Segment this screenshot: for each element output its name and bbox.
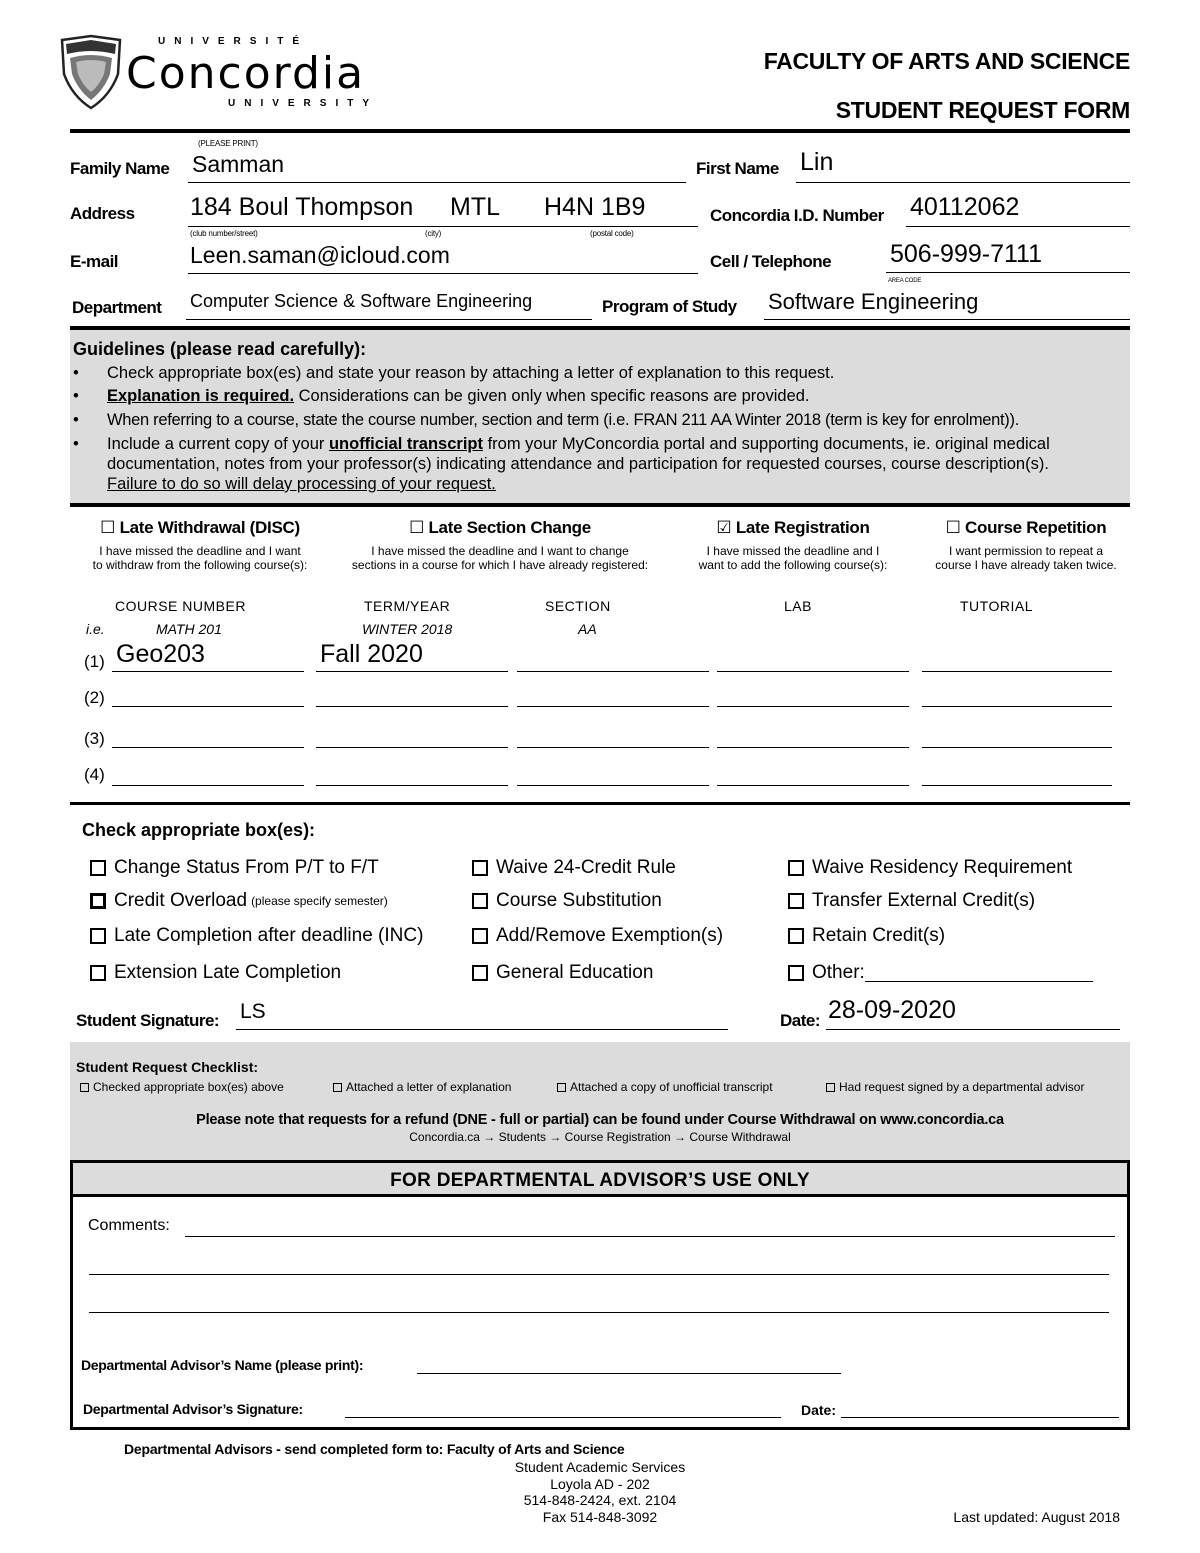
guideline-text-4b: from your MyConcordia portal and supporting documents, ie. original medical (482, 435, 1050, 453)
guideline-text-4-line3: Failure to do so will delay processing of your request. (107, 475, 496, 493)
course-row-3-term-line[interactable] (316, 747, 508, 748)
guidelines-title: Guidelines (please read carefully): (73, 339, 367, 359)
course-row-2-tutorial-line[interactable] (922, 706, 1112, 707)
option-credit-overload[interactable] (90, 890, 388, 912)
general-education-checkbox[interactable] (472, 965, 488, 981)
guideline-text-1: Check appropriate box(es) and state your reason by attaching a letter of explanation to this request. (107, 364, 835, 382)
address-postal-value: H4N 1B9 (544, 193, 646, 221)
late-withdrawal-checkbox[interactable]: ☐ (100, 518, 116, 537)
course-repetition-desc-1: I want permission to repeat a (948, 544, 1104, 558)
option-course-substitution[interactable] (472, 890, 662, 912)
footer-send-line: Departmental Advisors - send completed form to: Faculty of Arts and Science (124, 1441, 625, 1457)
example-course: MATH 201 (156, 621, 222, 637)
signature-date-label: Date: (780, 1011, 821, 1030)
address-city-value: MTL (450, 193, 500, 221)
address-hint-postal: (postal code) (590, 229, 634, 238)
other-field[interactable] (865, 964, 1093, 982)
last-updated: Last updated: August 2018 (953, 1509, 1120, 1525)
courses-bottom-rule (70, 802, 1130, 805)
request-type-late-withdrawal[interactable] (70, 518, 330, 572)
extension-late-completion-checkbox[interactable] (90, 965, 106, 981)
phone-label: Cell / Telephone (710, 252, 832, 271)
checklist-item-4-checkbox[interactable] (826, 1083, 835, 1092)
waive-24-credit-checkbox[interactable] (472, 860, 488, 876)
shield-logo-icon (60, 34, 122, 110)
id-number-label: Concordia I.D. Number (710, 206, 884, 225)
course-row-1-course-value: Geo203 (116, 640, 205, 668)
phone-field[interactable] (886, 240, 1130, 273)
add-remove-exemption-checkbox[interactable] (472, 928, 488, 944)
late-registration-desc-2: want to add the following course(s): (698, 558, 888, 572)
course-row-2-term-line[interactable] (316, 706, 508, 707)
checklist-item-3-checkbox[interactable] (557, 1083, 566, 1092)
late-registration-desc-1: I have missed the deadline and I (706, 544, 880, 558)
option-retain-credit[interactable] (788, 925, 945, 947)
course-row-2-number: (2) (84, 688, 105, 707)
footer-line-2: Student Academic Services (514, 1459, 686, 1475)
change-status-label: Change Status From P/T to F/T (114, 857, 379, 878)
refund-note: Please note that requests for a refund (DNE - full or partial) can be found under Course Withdrawal on www.concordia.ca (196, 1112, 1004, 1128)
checklist-title: Student Request Checklist: (76, 1059, 259, 1075)
address-field[interactable] (188, 193, 698, 227)
phone-value: 506-999-7111 (890, 240, 1042, 268)
guideline-text-4a: Include a current copy of your (107, 435, 329, 453)
late-registration-label: Late Registration (735, 518, 870, 537)
university-logo (60, 34, 380, 114)
option-extension-late-completion[interactable] (90, 962, 341, 984)
checklist-box (70, 1042, 1130, 1160)
family-name-field[interactable] (188, 151, 686, 183)
course-row-2-lab-line[interactable] (717, 706, 909, 707)
first-name-value: Lin (800, 148, 834, 176)
option-general-education[interactable] (472, 962, 653, 984)
course-row-4-section-line[interactable] (517, 785, 709, 786)
other-checkbox[interactable] (788, 965, 804, 981)
comments-line-1[interactable] (185, 1236, 1115, 1237)
department-value: Computer Science & Software Engineering (190, 291, 533, 311)
guideline-text-4-bold: unofficial transcript (328, 435, 483, 453)
student-signature-label: Student Signature: (76, 1011, 220, 1030)
course-row-3-tutorial-line[interactable] (922, 747, 1112, 748)
checklist-item-1-checkbox[interactable] (80, 1083, 89, 1092)
late-section-change-label: Late Section Change (428, 518, 591, 537)
example-term: WINTER 2018 (362, 621, 453, 637)
late-completion-label: Late Completion after deadline (INC) (114, 925, 424, 946)
id-number-value: 40112062 (910, 193, 1020, 221)
waive-residency-label: Waive Residency Requirement (812, 857, 1073, 878)
guidelines-bottom-rule (70, 503, 1130, 507)
program-value: Software Engineering (768, 289, 979, 314)
course-repetition-desc-2: course I have already taken twice. (935, 558, 1117, 572)
faculty-title: FACULTY OF ARTS AND SCIENCE (763, 48, 1130, 74)
course-row-4-tutorial-line[interactable] (922, 785, 1112, 786)
phone-hint: AREA CODE (888, 278, 922, 284)
first-name-field[interactable] (796, 148, 1130, 183)
advisor-box (70, 1160, 1130, 1430)
col-header-tutorial: TUTORIAL (960, 598, 1033, 614)
course-row-2-course-line[interactable] (112, 706, 304, 707)
course-row-1-course-line[interactable] (112, 671, 304, 672)
student-signature-value: LS (240, 1000, 266, 1023)
course-row-1-section-line[interactable] (517, 671, 709, 672)
checklist-item-1-label: Checked appropriate box(es) above (93, 1080, 284, 1094)
please-print-hint: (PLEASE PRINT) (198, 139, 258, 148)
option-other[interactable] (788, 962, 1093, 984)
logo-main-text: Concordia (126, 48, 366, 99)
student-signature-field[interactable] (236, 1000, 728, 1030)
logo-top-text: UNIVERSITÉ (158, 36, 309, 47)
checklist-item-4-label: Had request signed by a departmental advisor (839, 1080, 1085, 1094)
credit-overload-hint: (please specify semester) (251, 894, 388, 908)
checkboxes-title: Check appropriate box(es): (82, 820, 316, 840)
option-waive-residency[interactable] (788, 857, 1072, 879)
add-remove-exemption-label: Add/Remove Exemption(s) (496, 925, 724, 946)
address-hint-street: (club number/street) (190, 229, 258, 238)
course-row-1-tutorial-line[interactable] (922, 671, 1112, 672)
option-transfer-external-credit[interactable] (788, 890, 1035, 912)
footer-line-4: 514-848-2424, ext. 2104 (523, 1492, 677, 1508)
checklist-item-2[interactable] (333, 1080, 511, 1094)
example-label: i.e. (86, 621, 105, 637)
credit-overload-checkbox[interactable] (90, 893, 106, 909)
family-name-label: Family Name (70, 159, 170, 178)
late-completion-checkbox[interactable] (90, 928, 106, 944)
request-type-late-registration[interactable] (680, 518, 906, 572)
advisor-date-label: Date: (801, 1402, 837, 1418)
program-label: Program of Study (602, 297, 737, 316)
retain-credit-checkbox[interactable] (788, 928, 804, 944)
address-street-value: 184 Boul Thompson (190, 193, 414, 221)
general-education-label: General Education (496, 962, 654, 983)
late-section-change-desc-1: I have missed the deadline and I want to change (371, 544, 629, 558)
id-number-field[interactable] (906, 193, 1130, 227)
change-status-checkbox[interactable] (90, 860, 106, 876)
signature-date-field[interactable] (826, 996, 1120, 1030)
course-repetition-checkbox[interactable]: ☐ (945, 518, 961, 537)
request-type-course-repetition[interactable] (914, 518, 1138, 572)
checklist-item-2-checkbox[interactable] (333, 1083, 342, 1092)
address-hint-city: (city) (425, 229, 442, 238)
address-label: Address (70, 204, 135, 223)
request-type-late-section-change[interactable] (328, 518, 672, 572)
course-row-4-course-line[interactable] (112, 785, 304, 786)
option-late-completion[interactable] (90, 925, 423, 947)
email-value: Leen.saman@icloud.com (190, 242, 450, 268)
course-substitution-checkbox[interactable] (472, 893, 488, 909)
guidelines-box: Guidelines (please read carefully): • Check appropriate box(es) and state your reason by attaching a letter of explanation to this request. • Explanation is required. Considerations can be given only when specific reasons are provided. • When referring to a course, state the course number, section and term (i.e. FRAN 211 AA Winter 2018 (term is key for enrolment)). • Include a current copy of your unofficial transcript from your MyConcordia portal and supporting documents, ie. original medical documentation, notes from your professor(s) indicating attendance and participation for requested courses, course description(s). Failure to do so will delay processing of your request. (70, 330, 1130, 503)
advisor-date-line[interactable] (841, 1417, 1119, 1418)
advisor-header-text: FOR DEPARTMENTAL ADVISOR’S USE ONLY (390, 1170, 810, 1191)
logo-bottom-text: UNIVERSITY (228, 98, 379, 109)
advisor-header (73, 1163, 1127, 1197)
footer-line-5: Fax 514-848-3092 (542, 1508, 658, 1525)
col-header-course-number: COURSE NUMBER (115, 598, 246, 614)
option-waive-24-credit[interactable] (472, 857, 676, 879)
checklist-item-3[interactable] (557, 1080, 773, 1094)
department-field[interactable] (186, 288, 592, 320)
late-registration-checkbox[interactable]: ☑ (716, 518, 732, 537)
transfer-external-credit-label: Transfer External Credit(s) (812, 890, 1036, 911)
course-row-1-number: (1) (84, 652, 105, 671)
waive-residency-checkbox[interactable] (788, 860, 804, 876)
guideline-text-3: When referring to a course, state the course number, section and term (i.e. FRAN 211 AA Winter 2018 (term is key for enrolment)). (107, 411, 1019, 429)
family-name-value: Samman (192, 151, 285, 177)
course-row-1-lab-line[interactable] (717, 671, 909, 672)
course-row-4-number: (4) (84, 765, 105, 784)
course-row-3-lab-line[interactable] (717, 747, 909, 748)
col-header-term-year: TERM/YEAR (364, 598, 451, 614)
checklist-item-2-label: Attached a letter of explanation (346, 1080, 512, 1094)
form-title: STUDENT REQUEST FORM (835, 97, 1130, 123)
guideline-text-2: Considerations can be given only when specific reasons are provided. (294, 387, 810, 405)
comments-line-2[interactable] (89, 1274, 1109, 1275)
comments-label: Comments: (88, 1217, 170, 1234)
late-withdrawal-desc-1: I have missed the deadline and I want (99, 544, 301, 558)
late-section-change-checkbox[interactable]: ☐ (409, 518, 425, 537)
footer-address (450, 1459, 750, 1525)
comments-line-3[interactable] (89, 1312, 1109, 1313)
credit-overload-label: Credit Overload (114, 890, 248, 911)
email-field[interactable] (188, 242, 698, 274)
course-row-4-lab-line[interactable] (717, 785, 909, 786)
signature-date-value: 28-09-2020 (828, 996, 956, 1024)
course-row-2-section-line[interactable] (517, 706, 709, 707)
late-withdrawal-desc-2: to withdraw from the following course(s): (92, 558, 308, 572)
late-section-change-desc-2: sections in a course for which I have already registered: (351, 558, 649, 572)
guideline-text-4-line2: documentation, notes from your professor(s) indicating attendance and participation for requested courses, course description(s). (107, 455, 1049, 473)
other-label: Other: (812, 962, 865, 983)
header-rule (70, 129, 1130, 133)
late-withdrawal-label: Late Withdrawal (DISC) (119, 518, 300, 537)
advisor-name-line[interactable] (417, 1373, 841, 1374)
first-name-label: First Name (696, 159, 779, 178)
checklist-item-4[interactable] (826, 1080, 1084, 1094)
course-substitution-label: Course Substitution (496, 890, 662, 911)
course-row-3-course-line[interactable] (112, 747, 304, 748)
advisor-signature-line[interactable] (345, 1417, 781, 1418)
extension-late-completion-label: Extension Late Completion (114, 962, 342, 983)
advisor-signature-label: Departmental Advisor’s Signature: (83, 1401, 303, 1417)
guideline-text-2-bold: Explanation is required. (107, 387, 295, 405)
option-change-status[interactable] (90, 857, 379, 879)
course-row-1-term-line[interactable] (316, 671, 508, 672)
transfer-external-credit-checkbox[interactable] (788, 893, 804, 909)
checklist-item-3-label: Attached a copy of unofficial transcript (570, 1080, 773, 1094)
course-repetition-label: Course Repetition (965, 518, 1107, 537)
program-field[interactable] (764, 286, 1130, 320)
example-section: AA (578, 621, 597, 637)
course-row-1-term-value: Fall 2020 (320, 640, 423, 668)
checklist-item-1[interactable] (80, 1080, 284, 1094)
col-header-lab: LAB (784, 598, 812, 614)
footer-line-3: Loyola AD - 202 (550, 1475, 650, 1492)
waive-24-credit-label: Waive 24-Credit Rule (496, 857, 676, 878)
course-row-3-section-line[interactable] (517, 747, 709, 748)
refund-path: Concordia.ca → Students → Course Registration → Course Withdrawal (409, 1130, 791, 1144)
course-row-3-number: (3) (84, 729, 105, 748)
retain-credit-label: Retain Credit(s) (812, 925, 946, 946)
department-label: Department (72, 298, 162, 317)
option-add-remove-exemption[interactable] (472, 925, 723, 947)
col-header-section: SECTION (545, 598, 611, 614)
advisor-name-label: Departmental Advisor’s Name (please print): (81, 1357, 364, 1373)
course-row-4-term-line[interactable] (316, 785, 508, 786)
email-label: E-mail (70, 252, 119, 271)
